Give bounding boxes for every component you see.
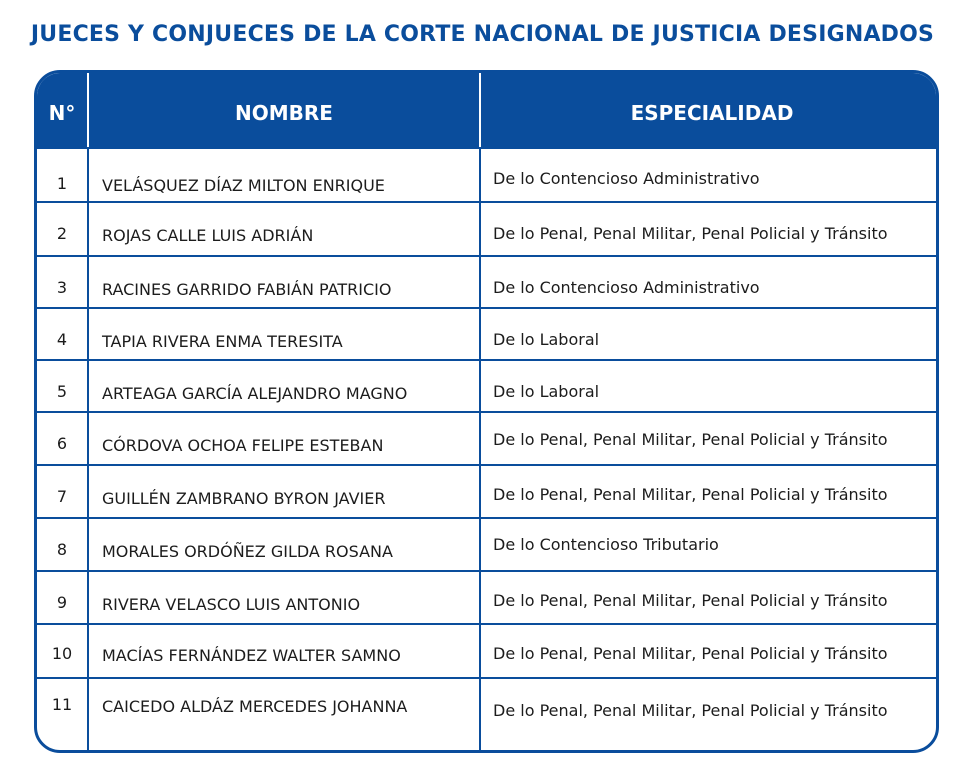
column-divider (479, 625, 481, 677)
row-number: 9 (56, 593, 68, 612)
row-number: 5 (56, 382, 68, 401)
column-divider (479, 149, 481, 201)
header-specialty: ESPECIALIDAD (630, 101, 794, 125)
row-number: 8 (56, 540, 68, 559)
table-row (37, 464, 936, 517)
judge-name: VELÁSQUEZ DÍAZ MILTON ENRIQUE (102, 176, 385, 195)
column-divider (479, 361, 481, 411)
table-row (37, 570, 936, 623)
column-divider (479, 519, 481, 570)
table-row (37, 623, 936, 677)
table-row (37, 255, 936, 307)
row-number: 2 (56, 224, 68, 243)
table-row (37, 411, 936, 464)
table-row (37, 201, 936, 255)
column-divider (87, 309, 89, 359)
column-divider (87, 361, 89, 411)
column-divider (87, 203, 89, 255)
row-number: 4 (56, 330, 68, 349)
column-divider (87, 519, 89, 570)
header-number: N° (48, 101, 76, 125)
judge-specialty: De lo Penal, Penal Militar, Penal Policial y Tránsito (493, 224, 888, 243)
judge-name: TAPIA RIVERA ENMA TERESITA (102, 332, 343, 351)
judge-name: RACINES GARRIDO FABIÁN PATRICIO (102, 280, 392, 299)
judges-table (34, 70, 939, 753)
table-header (37, 73, 936, 147)
column-divider (479, 203, 481, 255)
column-divider (87, 625, 89, 677)
column-divider (479, 466, 481, 517)
judge-name: CAICEDO ALDÁZ MERCEDES JOHANNA (102, 697, 408, 716)
column-divider (87, 466, 89, 517)
judge-name: CÓRDOVA OCHOA FELIPE ESTEBAN (102, 436, 384, 455)
judge-name: RIVERA VELASCO LUIS ANTONIO (102, 595, 361, 614)
judge-specialty: De lo Contencioso Administrativo (493, 169, 760, 188)
row-number: 1 (56, 174, 68, 193)
judge-specialty: De lo Penal, Penal Militar, Penal Policial y Tránsito (493, 701, 888, 720)
table-row (37, 307, 936, 359)
header-divider (87, 73, 89, 147)
table-row (37, 677, 936, 753)
judge-name: MACÍAS FERNÁNDEZ WALTER SAMNO (102, 646, 401, 665)
column-divider (479, 309, 481, 359)
judge-specialty: De lo Laboral (493, 330, 600, 349)
header-divider (479, 73, 481, 147)
column-divider (87, 679, 89, 753)
table-row (37, 359, 936, 411)
row-number: 3 (56, 278, 68, 297)
judge-specialty: De lo Contencioso Tributario (493, 535, 719, 554)
row-number: 11 (51, 695, 73, 714)
row-number: 7 (56, 487, 68, 506)
table-row (37, 517, 936, 570)
judge-name: ARTEAGA GARCÍA ALEJANDRO MAGNO (102, 384, 408, 403)
header-name: NOMBRE (235, 101, 333, 125)
judge-specialty: De lo Penal, Penal Militar, Penal Policial y Tránsito (493, 644, 888, 663)
column-divider (479, 572, 481, 623)
row-number: 10 (51, 644, 73, 663)
judge-specialty: De lo Penal, Penal Militar, Penal Policial y Tránsito (493, 485, 888, 504)
judge-specialty: De lo Penal, Penal Militar, Penal Policial y Tránsito (493, 591, 888, 610)
row-number: 6 (56, 434, 68, 453)
page-title: JUECES Y CONJUECES DE LA CORTE NACIONAL DE JUSTICIA DESIGNADOS (30, 22, 935, 47)
judge-specialty: De lo Laboral (493, 382, 600, 401)
column-divider (87, 149, 89, 201)
judge-name: GUILLÉN ZAMBRANO BYRON JAVIER (102, 489, 386, 508)
column-divider (87, 572, 89, 623)
column-divider (479, 413, 481, 464)
judge-name: MORALES ORDÓÑEZ GILDA ROSANA (102, 542, 393, 561)
column-divider (87, 413, 89, 464)
column-divider (479, 679, 481, 753)
table-body (37, 147, 936, 753)
column-divider (479, 257, 481, 307)
judge-specialty: De lo Penal, Penal Militar, Penal Policial y Tránsito (493, 430, 888, 449)
judge-name: ROJAS CALLE LUIS ADRIÁN (102, 226, 314, 245)
judge-specialty: De lo Contencioso Administrativo (493, 278, 760, 297)
column-divider (87, 257, 89, 307)
table-row (37, 147, 936, 201)
